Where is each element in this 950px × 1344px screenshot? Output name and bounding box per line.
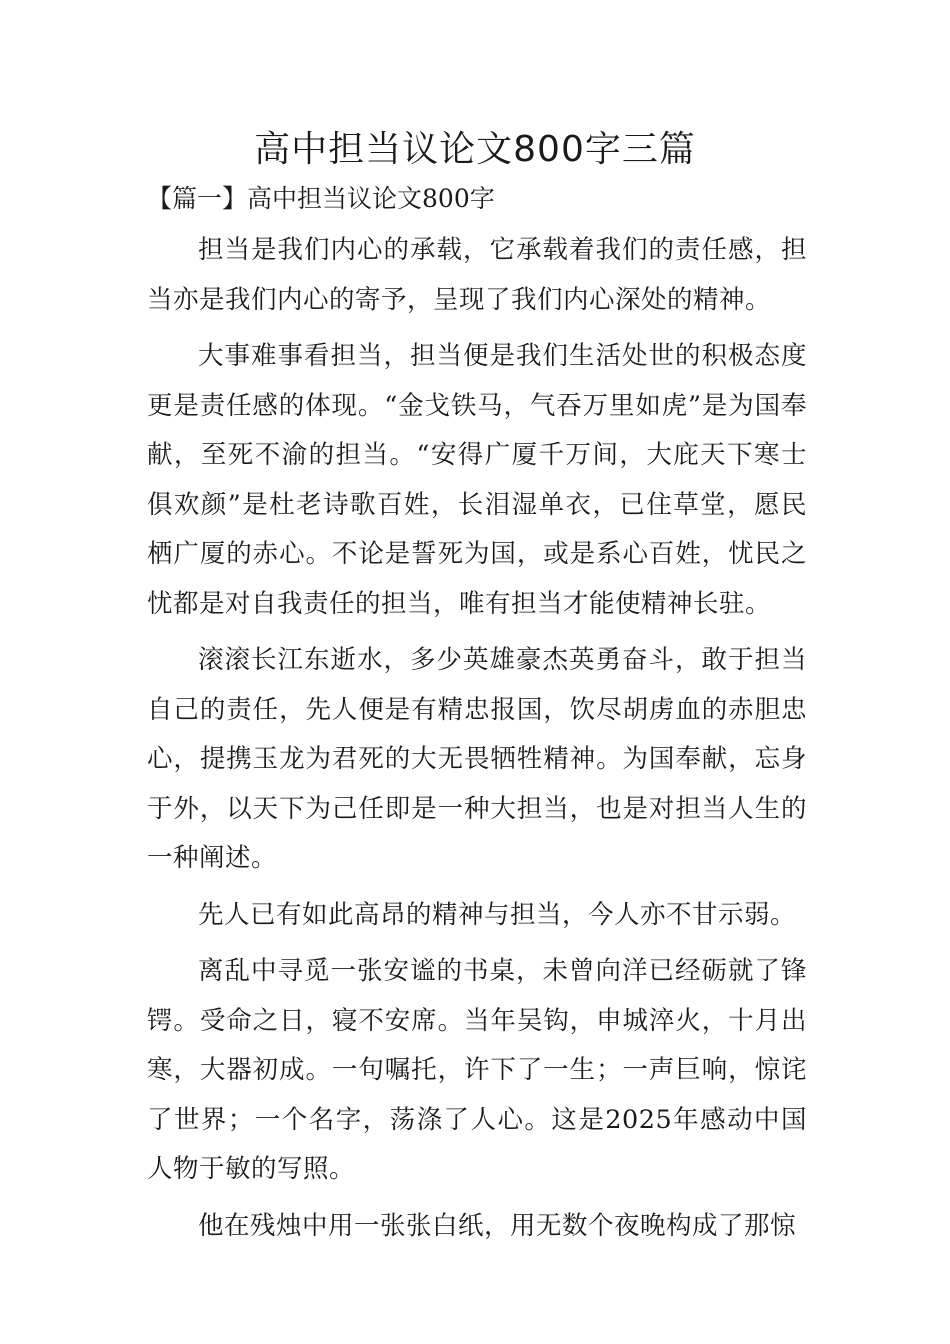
section-heading: 【篇一】高中担当议论文800字 xyxy=(147,184,495,213)
essay-body xyxy=(147,226,807,1258)
paragraph-3: 滚滚长江东逝水，多少英雄豪杰英勇奋斗，敢于担当自己的责任，先人便是有精忠报国，饮尽胡虏血的赤胆忠心，提携玉龙为君死的大无畏牺牲精神。为国奉献，忘身于外，以天下为己任即是一种大担当，也是对担当人生的一种阐述。 xyxy=(147,645,807,873)
paragraph-4: 先人已有如此高昂的精神与担当，今人亦不甘示弱。 xyxy=(198,899,797,930)
paragraph-1: 担当是我们内心的承载，它承载着我们的责任感，担当亦是我们内心的寄予，呈现了我们内心深处的精神。 xyxy=(147,235,807,315)
paragraph-5: 离乱中寻觅一张安谧的书桌，未曾向洋已经砺就了锋锷。受命之日，寝不安席。当年吴钩，申城淬火，十月出寒，大器初成。一句嘱托，许下了一生；一声巨响，惊诧了世界；一个名字，荡涤了人心。这是2025年感动中国人物于敏的写照。 xyxy=(147,956,807,1184)
document-title: 高中担当议论文800字三篇 xyxy=(254,129,696,170)
paragraph-6: 他在残烛中用一张张白纸，用无数个夜晚构成了那惊 xyxy=(198,1210,797,1241)
paragraph-2: 大事难事看担当，担当便是我们生活处世的积极态度更是责任感的体现。“金戈铁马，气吞万里如虎”是为国奉献，至死不渝的担当。“安得广厦千万间，大庇天下寒士俱欢颜”是杜老诗歌百姓，长泪湿单衣，已住草堂，愿民栖广厦的赤心。不论是誓死为国，或是系心百姓，忧民之忧都是对自我责任的担当，唯有担当才能使精神长驻。 xyxy=(147,341,807,619)
